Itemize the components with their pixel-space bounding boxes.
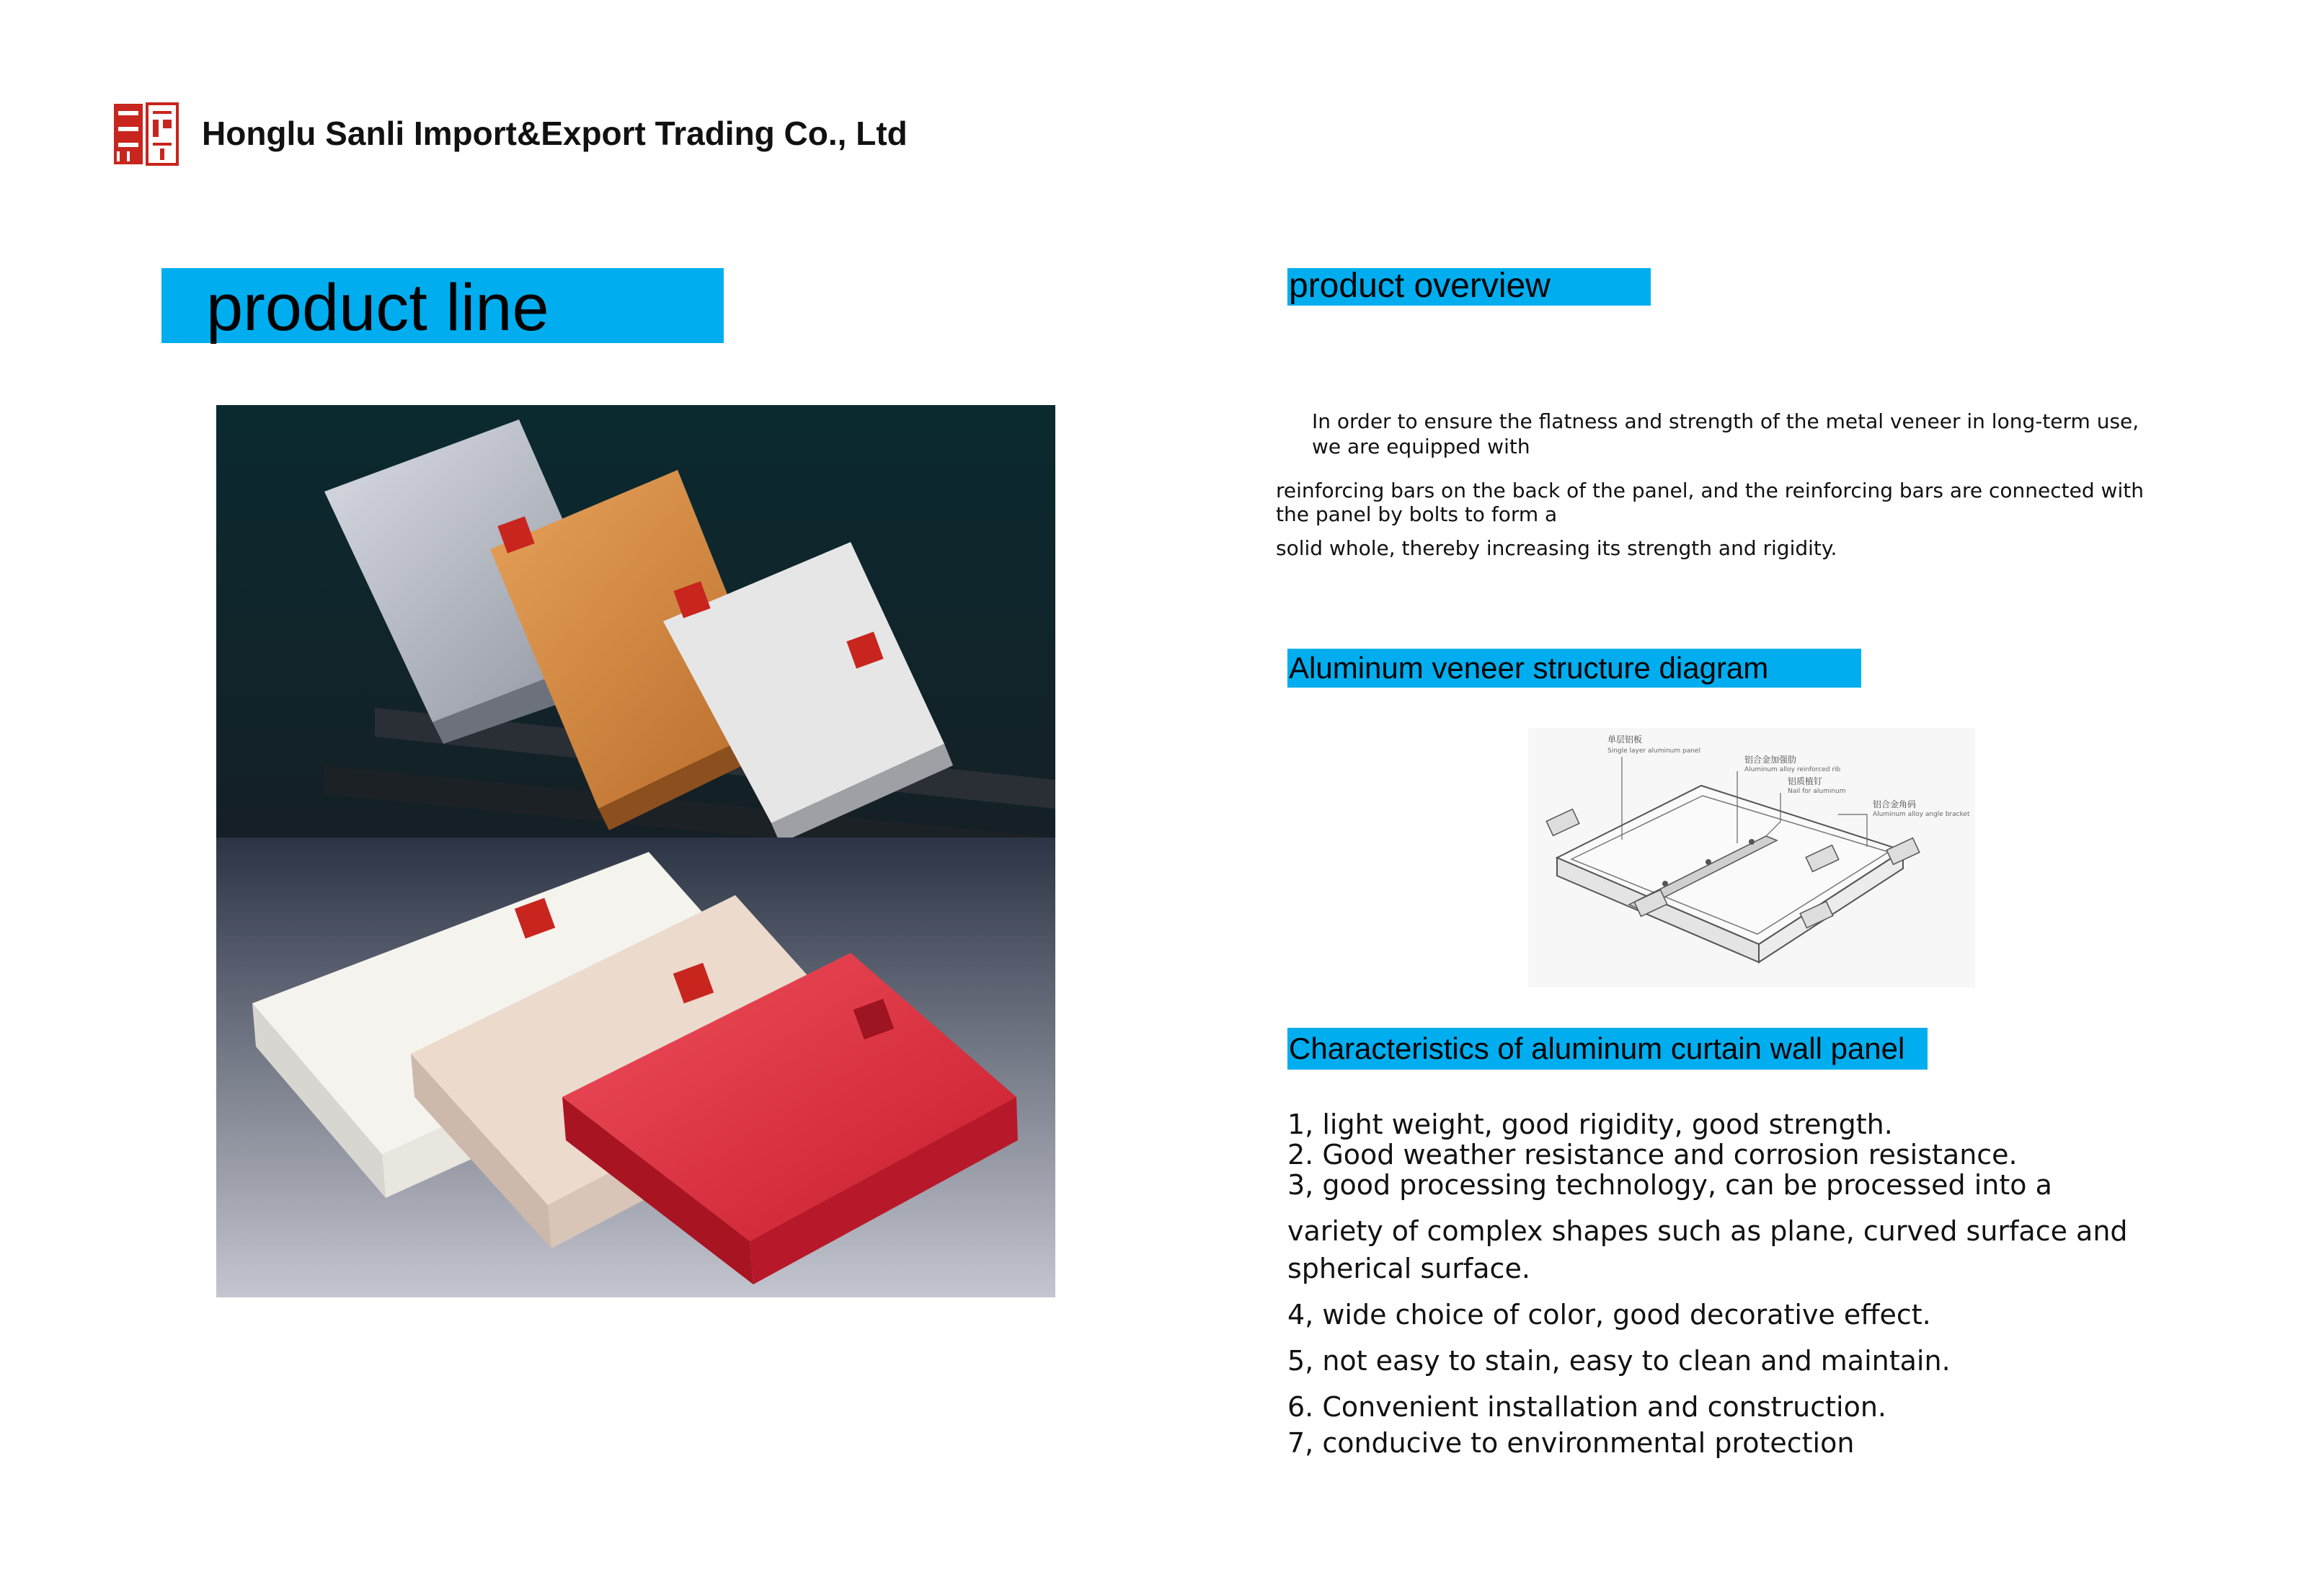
characteristic-line: 5, not easy to stain, easy to clean and maintain. <box>1287 1345 1951 1377</box>
characteristic-line: 6. Convenient installation and construction. <box>1287 1391 1887 1423</box>
characteristic-line: 3, good processing technology, can be processed into a <box>1287 1169 2052 1201</box>
overview-line: the panel by bolts to form a <box>1276 502 1558 526</box>
diagram-label: Nail for aluminum <box>1788 788 1846 795</box>
aluminum-veneer-structure-diagram <box>1528 728 1975 987</box>
diagram-label: 铝合金加强肋 <box>1744 755 1797 765</box>
overview-line: we are equipped with <box>1312 435 1530 458</box>
company-logo-icon <box>110 98 182 170</box>
diagram-label: 铝合金角码 <box>1873 799 1917 809</box>
product-line-banner: product line <box>161 268 724 343</box>
diagram-label: Single layer aluminum panel <box>1607 747 1700 755</box>
company-name: Honglu Sanli Import&Export Trading Co., Ltd <box>202 115 908 152</box>
diagram-label: Aluminum alloy angle bracket <box>1873 811 1970 818</box>
characteristic-line: 2. Good weather resistance and corrosion resistance. <box>1287 1139 2018 1171</box>
overview-line: solid whole, thereby increasing its strength and rigidity. <box>1276 536 1837 560</box>
diagram-label: 单层铝板 <box>1607 734 1643 745</box>
characteristic-line: spherical surface. <box>1287 1253 1530 1284</box>
product-overview-banner: product overview <box>1287 268 1651 306</box>
overview-line: reinforcing bars on the back of the panel, and the reinforcing bars are connected with <box>1276 479 2144 502</box>
structure-diagram-banner: Aluminum veneer structure diagram <box>1287 649 1861 688</box>
characteristic-line: 4, wide choice of color, good decorative effect. <box>1287 1299 1931 1331</box>
characteristics-banner: Characteristics of aluminum curtain wall panel <box>1287 1028 1928 1070</box>
characteristic-line: 7, conducive to environmental protection <box>1287 1427 1855 1459</box>
diagram-label: 铝质植钉 <box>1788 776 1823 786</box>
characteristic-line: 1, light weight, good rigidity, good strength. <box>1287 1109 1893 1140</box>
aluminum-panel-samples-photo <box>216 405 1055 1297</box>
diagram-label: Aluminum alloy reinforced rib <box>1744 766 1841 773</box>
overview-line: In order to ensure the flatness and strength of the metal veneer in long-term use, <box>1312 409 2139 433</box>
characteristic-line: variety of complex shapes such as plane, curved surface and <box>1287 1215 2128 1247</box>
